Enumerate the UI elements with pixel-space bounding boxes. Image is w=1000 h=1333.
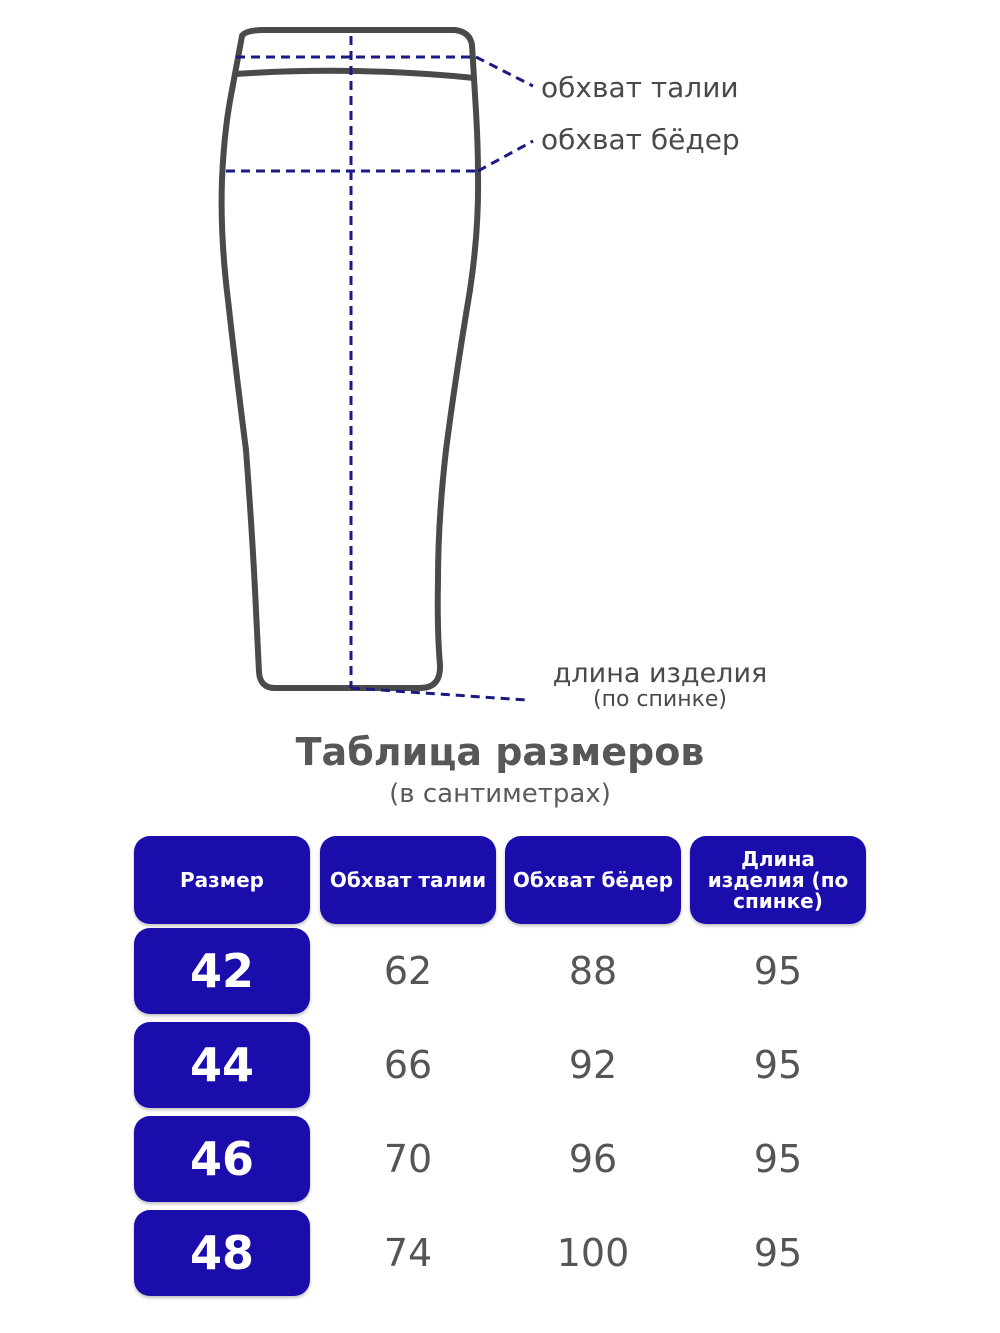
table-header-row: [134, 836, 869, 928]
header-waist: Обхват талии: [320, 836, 496, 924]
length-label-line1: длина изделия: [552, 658, 768, 689]
waist-cell: 74: [383, 1231, 433, 1275]
hips-cell: 92: [568, 1043, 618, 1087]
table-row: [134, 1022, 869, 1116]
length-cell: 95: [753, 949, 803, 993]
waist-leader-line: [476, 57, 533, 86]
hips-label: обхват бёдер: [541, 123, 740, 156]
table-row: [134, 928, 869, 1022]
length-cell: 95: [753, 1043, 803, 1087]
length-label: [520, 660, 800, 712]
length-label-line2: (по спинке): [593, 687, 727, 712]
hips-cell: 100: [556, 1231, 630, 1275]
hips-cell: 88: [568, 949, 618, 993]
table-row: [134, 1210, 869, 1304]
size-cell: 46: [134, 1116, 310, 1202]
waist-cell: 70: [383, 1137, 433, 1181]
waist-cell: 66: [383, 1043, 433, 1087]
length-cell: 95: [753, 1137, 803, 1181]
table-subtitle: (в сантиметрах): [389, 779, 611, 809]
hips-cell: 96: [568, 1137, 618, 1181]
size-cell: 42: [134, 928, 310, 1014]
header-size: Размер: [134, 836, 310, 924]
size-table: [134, 836, 869, 1304]
size-cell: 48: [134, 1210, 310, 1296]
waist-cell: 62: [383, 949, 433, 993]
table-row: [134, 1116, 869, 1210]
header-length: Длина изделия (по спинке): [690, 836, 866, 924]
table-title: Таблица размеров: [295, 730, 705, 774]
size-cell: 44: [134, 1022, 310, 1108]
length-cell: 95: [753, 1231, 803, 1275]
hips-leader-line: [478, 141, 533, 171]
header-hips: Обхват бёдер: [505, 836, 681, 924]
waist-label: обхват талии: [541, 71, 739, 104]
